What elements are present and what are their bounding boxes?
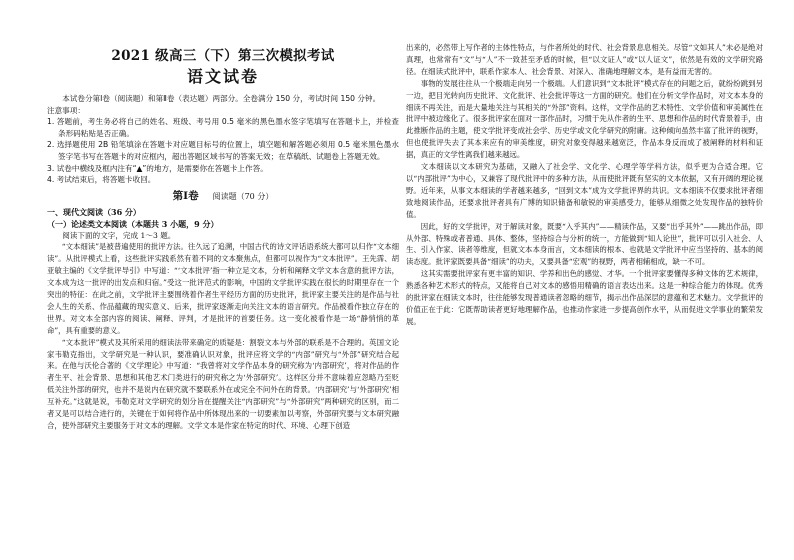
section-title-main: 第Ⅰ卷 bbox=[172, 189, 199, 202]
intro-text: 本试卷分第Ⅰ卷（阅读题）和第Ⅱ卷（表达题）两部分。全卷满分 150 分，考试时间 150 分钟。 bbox=[62, 94, 381, 103]
exam-subject: 语文试卷 bbox=[186, 67, 259, 86]
notes-label: 注意事项： bbox=[47, 105, 85, 115]
reading-instruction: 阅读下面的文字，完成 1～3 题。 bbox=[62, 230, 176, 240]
passage-paragraph: 这其实需要批评家有更丰富的知识、学养和出色的感觉、才华。一个批评家要懂得多种文体的艺术规律，熟悉各种艺术形式的特点，又能将自己对文本的感悟用精确的语言表达出来。这是一种综合能力的体现。优秀的批评家在细读文本时，往往能够发现普通读者忽略的细节，揭示出作品深层的意蕴和艺术魅力。文学批评的价值正在于此：它既帮助读者更好地理解作品，也推动作家进一步提高创作水平，从而促进文学事业的繁荣发展。 bbox=[406, 269, 763, 326]
passage-paragraph: 因此，好的文学批评，对于解读对象，既要“入乎其内”——精读作品，又要“出乎其外”——跳出作品，即从外部、特殊或者普通、具体、整体，坚持综合与分析的统一，方能做到“知人论世”，批评可以引入社会、人生、引入作家、读者等维度，但就文本本身而言，文本细读的根本、也就是文学批评中应当坚持的、基本的阅读态度。批评家既要具备“细读”的功夫，又要具备“宏观”的视野，两者相辅相成，缺一不可。 bbox=[406, 221, 763, 267]
passage-paragraph: 文本细读以文本研究为基础，又融入了社会学、文化学、心理学等学科方法，似乎更为合适合理。它以“内部批评”为中心，又兼容了现代批评中的多种方法，从而使批评既有坚实的文本依据，又有开阔的理论视野。近年来，从事文本细读的学者越来越多，“回到文本”成为文学批评界的共识。文本细读不仅要求批评者细致地阅读作品，还要求批评者具有广博的知识储备和敏锐的审美感受力，能够从细微之处发现作品的独特价值。 bbox=[406, 162, 763, 219]
note-item: 3. 试卷中横线及框内注有“▲”的地方，是需要你在答题卡上作答。 bbox=[47, 163, 268, 173]
passage-paragraph: 出来的，必然带上写作者的主体性特点，与作者所处的时代、社会背景息息相关。尽管“文如其人”未必是绝对真理，也常常有“文”与“人”不一致甚至矛盾的时候，但“以文证人”或“以人证文”，依然是有效的文学研究路径。在细读式批评中，联系作家本人、社会背景、对深入、准确地理解文本，是有益而无害的。 bbox=[406, 43, 763, 76]
exam-title: 2021 级高三（下）第三次模拟考试 bbox=[111, 48, 335, 64]
passage-paragraph: “文本批评”模式及其所采用的细读法带来确定的质疑是：割裂文本与外部的联系是不合理的。英国文论家韦勒克指出，文学研究是一种认识，要准确认识对象，批评应将文学的“内部”研究与“外部”研究结合起来。在他与沃伦合著的《文学理论》中写道：“我曾将对文学作品本身的研究称为‘内部研究’，将对作品的作者生平、社会背景、思想和其他艺术门类进行的研究称之为‘外部研究’。这样区分并不意味着应忽略乃至贬低关注外部的研究，也并不是说内在研究就不要联系外在或完全不问外在的背景。‘内部研究’与‘外部研究’相互补充。”这就是说，韦勒克对文学研究的划分旨在提醒关注“内部研究”与“外部研究”两种研究的区别，而二者又是可以结合进行的，关键在于如何将作品中所体现出来的一切要素加以考察，外部研究要与文本研究融合，使外部研究主要服务于对文本的理解。文学文本是作家在特定的时代、环境、心理下创造 bbox=[47, 337, 399, 430]
note-item: 1. 答题前，考生务必将自己的姓名、班级、考号用 0.5 毫米的黑色墨水签字笔填写在答题卡上，并检查条形码粘贴是否正确。 bbox=[47, 117, 399, 138]
subpart-heading: （一）论述类文本阅读（本题共 3 小题，9 分） bbox=[47, 218, 219, 229]
note-item: 2. 选择题使用 2B 铅笔填涂在答题卡对应题目标号的位置上，填空题和解答题必须用 0.5 毫米黑色墨水签字笔书写在答题卡的对应框内，超出答题区域书写的答案无效；在草稿纸、试题卷上答题无效。 bbox=[47, 140, 399, 161]
passage-paragraph: 事物的发展往往从一个极端走向另一个极端。人们意识到“文本批评”模式存在的问题之后，就纷纷跳到另一边，把目光转向历史批评、文化批评、社会批评等这一方面的研究。他们在分析文学作品时，对文本本身的细读不再关注，而是大量地关注与其相关的“外部”资料。这样，文学作品的艺术特性、文学价值和审美属性在批评中被边缘化了。很多批评家在面对一部作品时，习惯于先从作者的生平、思想和作品的时代背景着手，由此推断作品的主题，使文学批评变成社会学、历史学或文化学研究的附庸。这种倾向虽然丰富了批评的视野，但也使批评失去了其本来应有的审美维度，研究对象变得越来越宽泛，作品本身反而成了被阐释的材料和证据，真正的文学性离我们越来越远。 bbox=[406, 78, 763, 160]
section-title-sub: 阅读题（70 分） bbox=[212, 191, 274, 201]
passage-paragraph: “文本细读”是被普遍使用的批评方法。往久远了追溯，中国古代的诗文评话语系统大都可以归作“文本细读”。从批评模式上看，这些批评实践系然有着不同的文本聚焦点，但都可以视作为“文本批评”。王先霈、胡亚敏主编的《文学批评导引》中写道：“‘文本批评’指一种立足文本，分析和阐释文学文本含意的批评方法，文本成为这一批评的出发点和归宿。”受这一批评范式的影响，中国的文学批评实践在很长的时期里存在一个突出的特征：在此之前，文学批评主要围绕着作者生平经历方面的历史批评，批评家主要关注的是作品与社会人生的关系、作品蕴藏的现实意义、后来，批评家逐渐走向关注文本的语言研究。作品被看作独立存在的世界。对文本全部内容的阅读、阐释、评判，才是批评的首要任务。这一变化被看作是一场“静悄悄的革命”，具有重要的意义。 bbox=[47, 242, 399, 335]
section-title bbox=[47, 189, 399, 204]
left-column bbox=[47, 44, 399, 432]
right-column bbox=[406, 42, 763, 328]
note-item: 4. 考试结束后，将答题卡收回。 bbox=[47, 175, 156, 185]
part-heading: 一、现代文阅读（36 分） bbox=[47, 206, 141, 217]
